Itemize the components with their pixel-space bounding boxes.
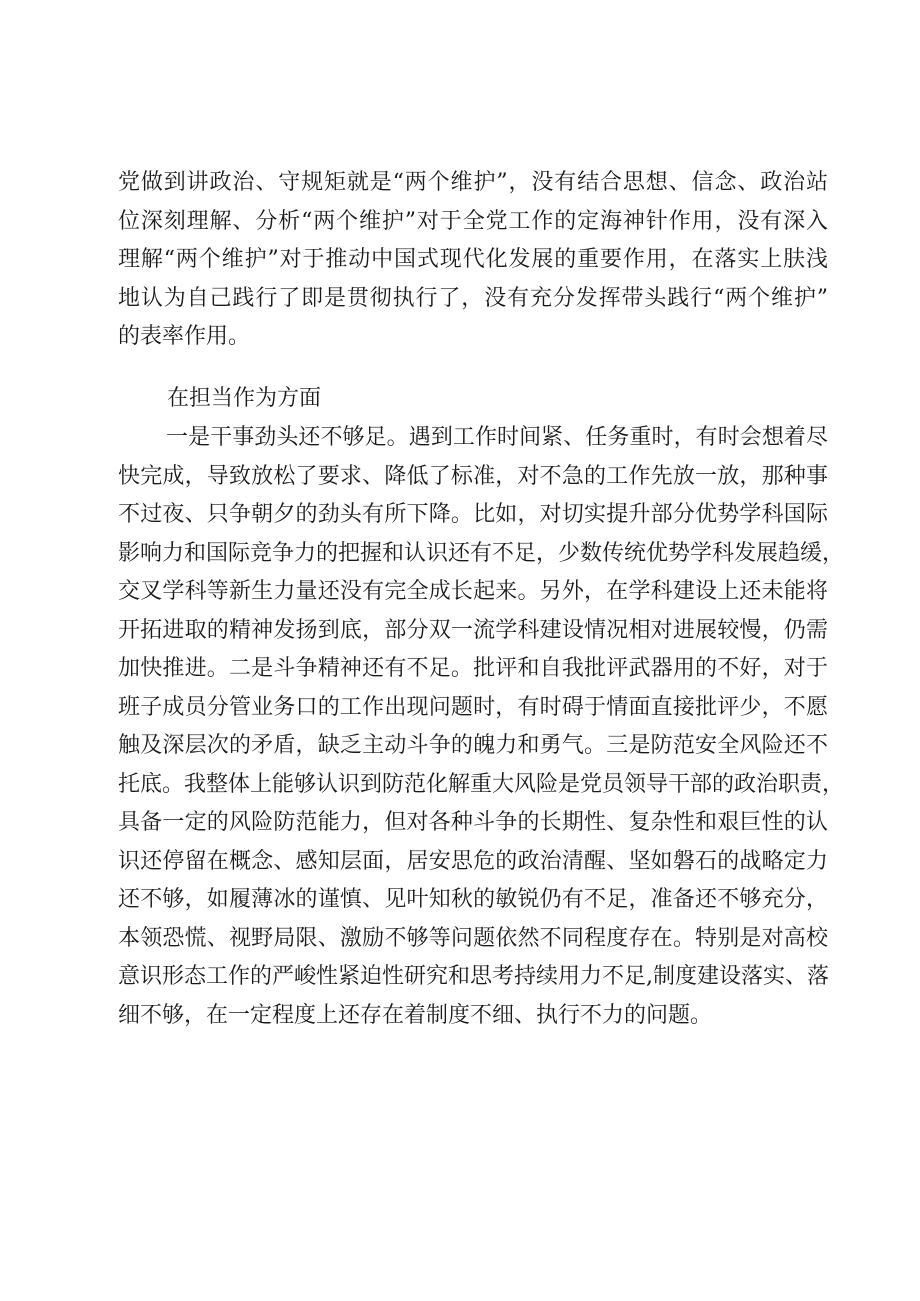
text-line: 党做到讲政治、守规矩就是“两个维护”，没有结合思想、信念、政治站 [118,170,828,195]
text-line: 快完成，导致放松了要求、降低了标准，对不急的工作先放一放，那种事 [118,463,828,489]
text-line: 本领恐慌、视野局限、激励不够等问题依然不同程度存在。特别是对高校 [118,925,828,951]
text-line: 托底。我整体上能够认识到防范化解重大风险是党员领导干部的政治职责， [118,771,845,797]
text-line: 一是干事劲头还不够足。遇到工作时间紧、任务重时，有时会想着尽 [166,425,828,450]
text-line: 具备一定的风险防范能力，但对各种斗争的长期性、复杂性和艰巨性的认 [118,810,828,835]
text-line: 意识形态工作的严峻性紧迫性研究和思考持续用力不足,制度建设落实、落 [118,964,829,989]
text-line: 位深刻理解、分析“两个维护”对于全党工作的定海神针作用，没有深入 [118,208,828,234]
text-line: 交叉学科等新生力量还没有完全成长起来。另外，在学科建设上还未能将 [118,579,828,604]
text-line: 开拓进取的精神发扬到底，部分双一流学科建设情况相对进展较慢，仍需 [118,617,828,643]
text-line: 地认为自己践行了即是贯彻执行了，没有充分发挥带头践行“两个维护” [118,285,828,311]
text-line: 加快推进。二是斗争精神还有不足。批评和自我批评武器用的不好，对于 [118,656,828,681]
text-line: 理解“两个维护”对于推动中国式现代化发展的重要作用，在落实上肤浅 [118,247,828,272]
text-line: 触及深层次的矛盾，缺乏主动斗争的魄力和勇气。三是防范安全风险还不 [118,733,828,758]
text-line: 班子成员分管业务口的工作出现问题时，有时碍于情面直接批评少，不愿 [118,694,828,720]
paragraph-continued [118,164,828,357]
section-heading: 在担当作为方面 [167,386,322,411]
text-line: 的表率作用。 [118,324,251,349]
text-line: 不过夜、只争朝夕的劲头有所下降。比如，对切实提升部分优势学科国际 [118,502,828,527]
text-line: 识还停留在概念、感知层面，居安思危的政治清醒、坚如磐石的战略定力 [118,848,828,874]
text-line: 还不够，如履薄冰的谨慎、见叶知秋的敏锐仍有不足，准备还不够充分， [118,887,828,912]
text-line: 影响力和国际竞争力的把握和认识还有不足，少数传统优势学科发展趋缓， [118,540,845,566]
paragraph-main [118,419,845,1035]
text-line: 细不够，在一定程度上还存在着制度不细、执行不力的问题。 [118,1002,713,1028]
